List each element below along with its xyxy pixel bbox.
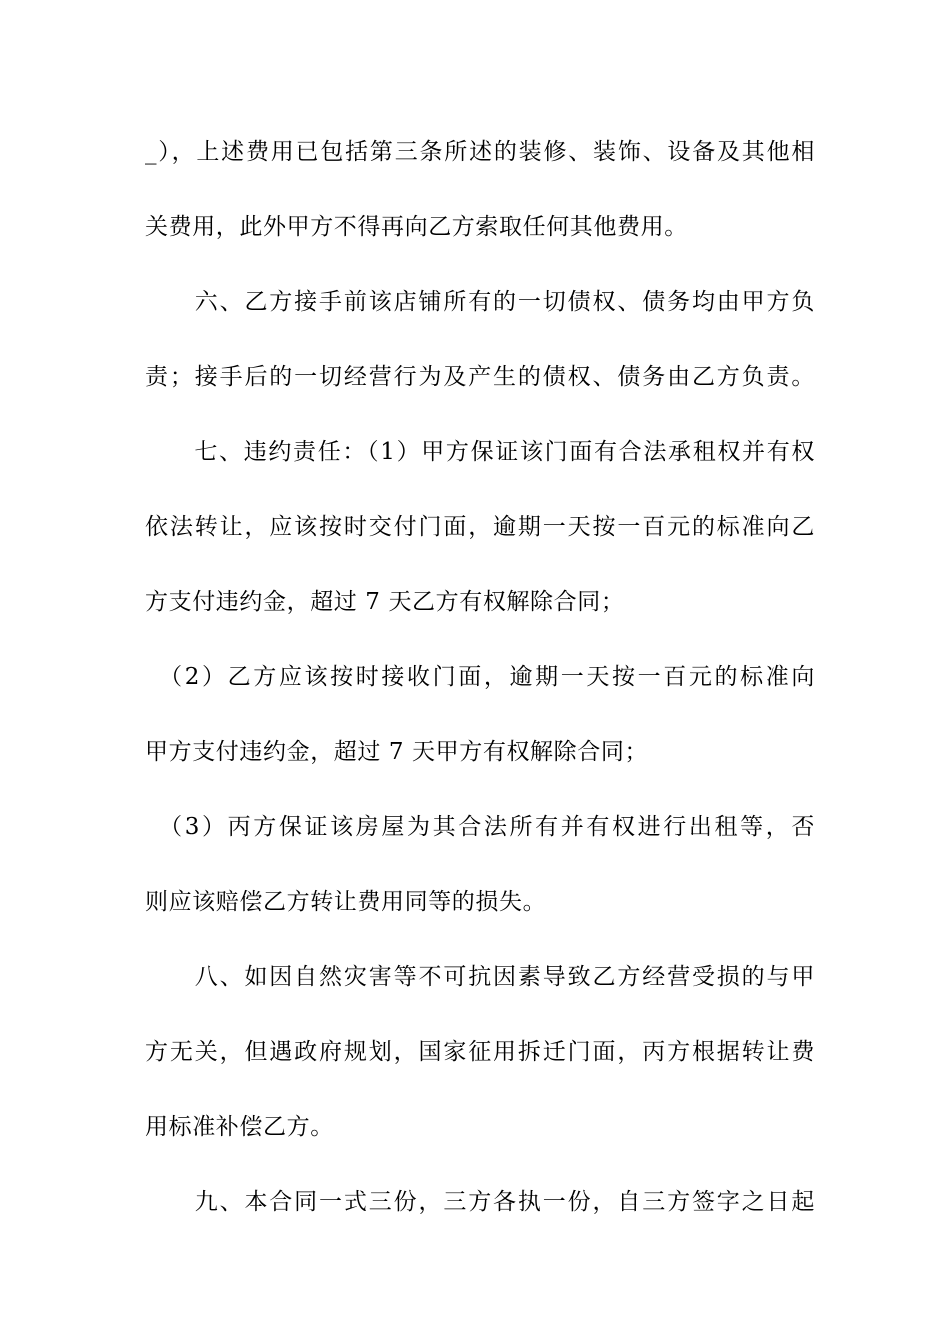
- text-line: 责；接手后的一切经营行为及产生的债权、债务由乙方负责。: [145, 364, 815, 390]
- text-line: 方支付违约金，超过 7 天乙方有权解除合同；: [145, 589, 625, 615]
- text-line: （3）丙方保证该房屋为其合法所有并有权进行出租等，否: [145, 814, 815, 840]
- text-line: 依法转让，应该按时交付门面，逾期一天按一百元的标准向乙: [145, 514, 815, 540]
- text-line: 七、违约责任：（1）甲方保证该门面有合法承租权并有权: [145, 439, 815, 465]
- text-line: 用标准补偿乙方。: [145, 1114, 334, 1140]
- text-line: 则应该赔偿乙方转让费用同等的损失。: [145, 889, 547, 915]
- text-line: _），上述费用已包括第三条所述的装修、装饰、设备及其他相: [145, 139, 815, 165]
- text-line: 六、乙方接手前该店铺所有的一切债权、债务均由甲方负: [145, 289, 815, 315]
- text-line: 八、如因自然灾害等不可抗因素导致乙方经营受损的与甲: [145, 964, 815, 990]
- text-line: 关费用，此外甲方不得再向乙方索取任何其他费用。: [145, 214, 688, 240]
- text-line: （2）乙方应该按时接收门面，逾期一天按一百元的标准向: [145, 664, 815, 690]
- text-line: 方无关，但遇政府规划，国家征用拆迁门面，丙方根据转让费: [145, 1039, 815, 1065]
- text-line: 甲方支付违约金，超过 7 天甲方有权解除合同；: [145, 739, 649, 765]
- text-line: 九、本合同一式三份，三方各执一份，自三方签字之日起: [145, 1189, 815, 1215]
